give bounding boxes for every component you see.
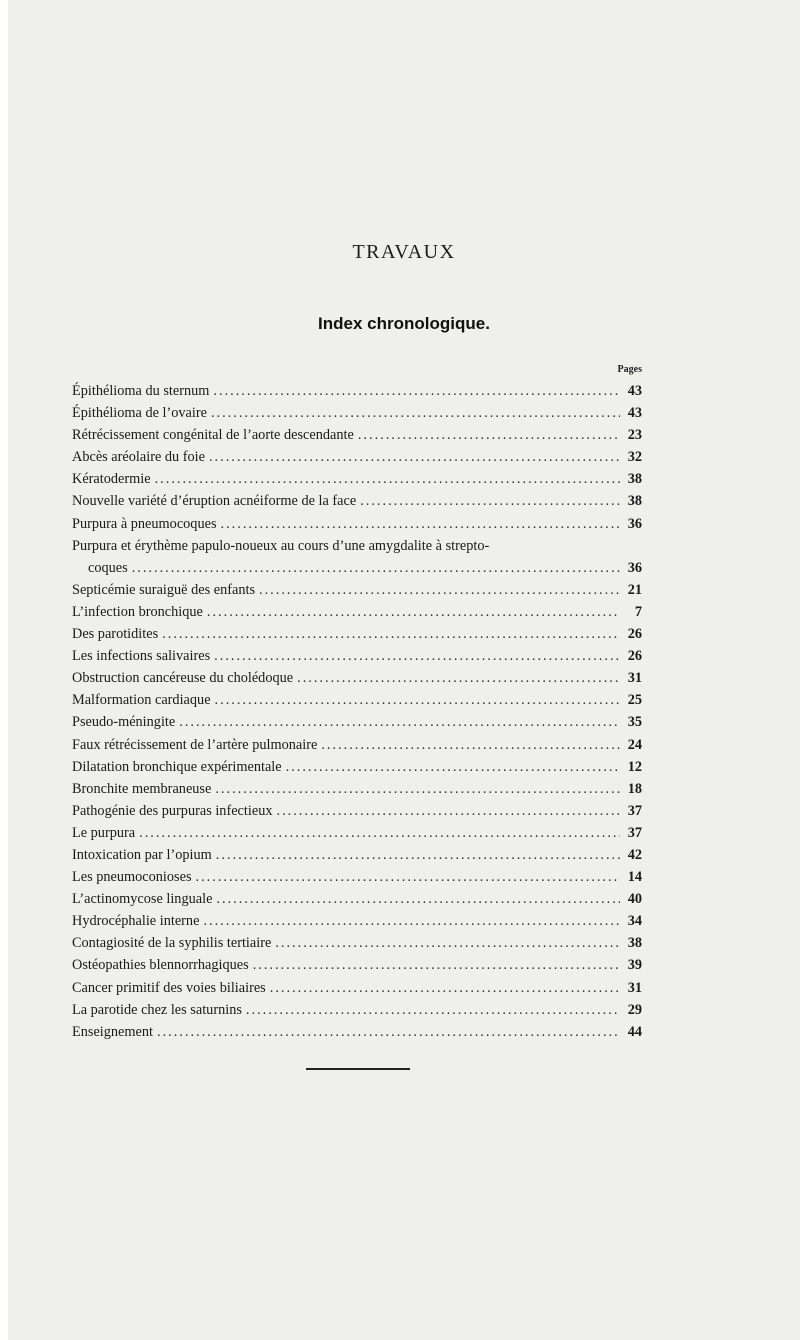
entry-title: Rétrécissement congénital de l’aorte descendante <box>72 427 354 444</box>
index-entry <box>72 490 642 512</box>
index-entry <box>72 601 642 623</box>
entry-page: 37 <box>627 824 642 841</box>
entry-title: Pseudo-méningite <box>72 714 176 731</box>
dot-leader <box>155 468 620 490</box>
entry-page: 36 <box>627 559 642 576</box>
entry-page: 26 <box>627 626 642 643</box>
closing-rule <box>306 1068 410 1070</box>
entry-page: 38 <box>627 493 642 510</box>
entry-page: 26 <box>627 648 642 665</box>
dot-leader <box>297 667 620 689</box>
index-entry <box>72 822 642 844</box>
index-entry <box>72 778 642 800</box>
entry-title: Les pneumoconioses <box>72 869 192 886</box>
entry-title: Le purpura <box>72 824 136 841</box>
index-entry <box>72 844 642 866</box>
entry-title: Pathogénie des purpuras infectieux <box>72 802 273 819</box>
index-entry <box>72 380 642 402</box>
entry-title-continued: coques <box>88 559 128 576</box>
index-entry <box>72 866 642 888</box>
index-entry <box>72 1021 642 1043</box>
index-entry <box>72 888 642 910</box>
dot-leader <box>162 623 620 645</box>
entry-page: 21 <box>627 581 642 598</box>
dot-leader <box>270 977 620 999</box>
index-entry <box>72 734 642 756</box>
entry-page: 44 <box>627 1023 642 1040</box>
dot-leader <box>179 711 620 733</box>
dot-leader <box>277 800 621 822</box>
entry-title: Hydrocéphalie interne <box>72 913 200 930</box>
dot-leader <box>216 888 620 910</box>
entry-page: 24 <box>627 736 642 753</box>
entry-first-line <box>72 535 642 557</box>
entry-title: L’infection bronchique <box>72 603 203 620</box>
entry-page: 25 <box>627 692 642 709</box>
entry-page: 43 <box>627 383 642 399</box>
entry-title: Les infections salivaires <box>72 648 211 665</box>
entry-title: Cancer primitif des voies biliaires <box>72 979 266 996</box>
index-entry <box>72 800 642 822</box>
entry-title: Contagiosité de la syphilis tertiaire <box>72 935 272 952</box>
dot-leader <box>132 557 620 579</box>
dot-leader <box>213 380 620 402</box>
entry-page: 29 <box>627 1001 642 1018</box>
dot-leader <box>286 756 620 778</box>
entry-title: Purpura et érythème papulo-noueux au cours d’une amygdalite à strepto- <box>72 537 490 554</box>
entry-page: 36 <box>627 515 642 532</box>
dot-leader <box>221 513 620 535</box>
document-page <box>8 0 800 1340</box>
index-entry <box>72 999 642 1021</box>
entry-page: 14 <box>627 869 642 886</box>
entry-title: Nouvelle variété d’éruption acnéiforme de la face <box>72 493 357 510</box>
entry-wrap <box>72 535 642 579</box>
entry-title: Malformation cardiaque <box>72 692 211 709</box>
dot-leader <box>139 822 620 844</box>
entry-page: 23 <box>627 427 642 444</box>
entry-title: Dilatation bronchique expérimentale <box>72 758 282 775</box>
index-entry <box>72 623 642 645</box>
dot-leader <box>215 689 620 711</box>
entry-title: Kératodermie <box>72 471 151 488</box>
index-entry <box>72 910 642 932</box>
index-entry <box>72 711 642 733</box>
index-entry <box>72 424 642 446</box>
dot-leader <box>211 402 620 424</box>
entry-title: Des parotidites <box>72 626 159 643</box>
index-entry <box>72 954 642 976</box>
entry-title: Épithélioma du sternum <box>72 383 210 399</box>
entry-title: Enseignement <box>72 1023 153 1040</box>
entry-title: Ostéopathies blennorrhagiques <box>72 957 249 974</box>
entry-page: 38 <box>627 935 642 952</box>
entry-title: Faux rétrécissement de l’artère pulmonaire <box>72 736 318 753</box>
dot-leader <box>275 932 620 954</box>
index-entry <box>72 468 642 490</box>
index-entry <box>72 535 642 579</box>
dot-leader <box>246 999 620 1021</box>
dot-leader <box>207 601 620 623</box>
index-entry <box>72 932 642 954</box>
index-entry <box>72 756 642 778</box>
entry-title: Septicémie suraiguë des enfants <box>72 581 256 598</box>
entry-title: Épithélioma de l’ovaire <box>72 405 207 422</box>
index-list <box>72 380 642 1043</box>
index-entry <box>72 446 642 468</box>
dot-leader <box>259 579 620 601</box>
entry-second-line <box>72 557 642 579</box>
index-entry <box>72 645 642 667</box>
index-entry <box>72 579 642 601</box>
index-entry <box>72 513 642 535</box>
entry-page: 34 <box>627 913 642 930</box>
entry-title: Bronchite membraneuse <box>72 780 212 797</box>
dot-leader <box>321 734 620 756</box>
entry-page: 43 <box>627 405 642 422</box>
dot-leader <box>157 1021 620 1043</box>
index-entry <box>72 977 642 999</box>
entry-page: 32 <box>627 449 642 466</box>
dot-leader <box>216 844 620 866</box>
dot-leader <box>358 424 620 446</box>
pages-column-header: Pages <box>617 364 642 375</box>
dot-leader <box>215 778 620 800</box>
entry-page: 42 <box>627 846 642 863</box>
entry-page: 18 <box>627 780 642 797</box>
entry-page: 39 <box>627 957 642 974</box>
entry-page: 37 <box>627 802 642 819</box>
dot-leader <box>196 866 620 888</box>
entry-title: Obstruction cancéreuse du cholédoque <box>72 670 294 687</box>
entry-page: 12 <box>627 758 642 775</box>
entry-title: La parotide chez les saturnins <box>72 1001 242 1018</box>
entry-page: 35 <box>627 714 642 731</box>
dot-leader <box>253 954 620 976</box>
entry-page: 31 <box>627 670 642 687</box>
entry-page: 7 <box>634 603 642 620</box>
entry-page: 40 <box>627 891 642 908</box>
entry-title: Purpura à pneumocoques <box>72 515 217 532</box>
index-entry <box>72 689 642 711</box>
entry-title: Abcès aréolaire du foie <box>72 449 205 466</box>
dot-leader <box>360 490 620 512</box>
index-entry <box>72 402 642 424</box>
dot-leader <box>209 446 620 468</box>
entry-title: Intoxication par l’opium <box>72 846 212 863</box>
page-title: TRAVAUX <box>352 241 456 263</box>
entry-title: L’actinomycose linguale <box>72 891 213 908</box>
index-entry <box>72 667 642 689</box>
entry-page: 38 <box>627 471 642 488</box>
index-subtitle: Index chronologique. <box>318 314 490 333</box>
dot-leader <box>203 910 620 932</box>
dot-leader <box>214 645 620 667</box>
entry-page: 31 <box>627 979 642 996</box>
